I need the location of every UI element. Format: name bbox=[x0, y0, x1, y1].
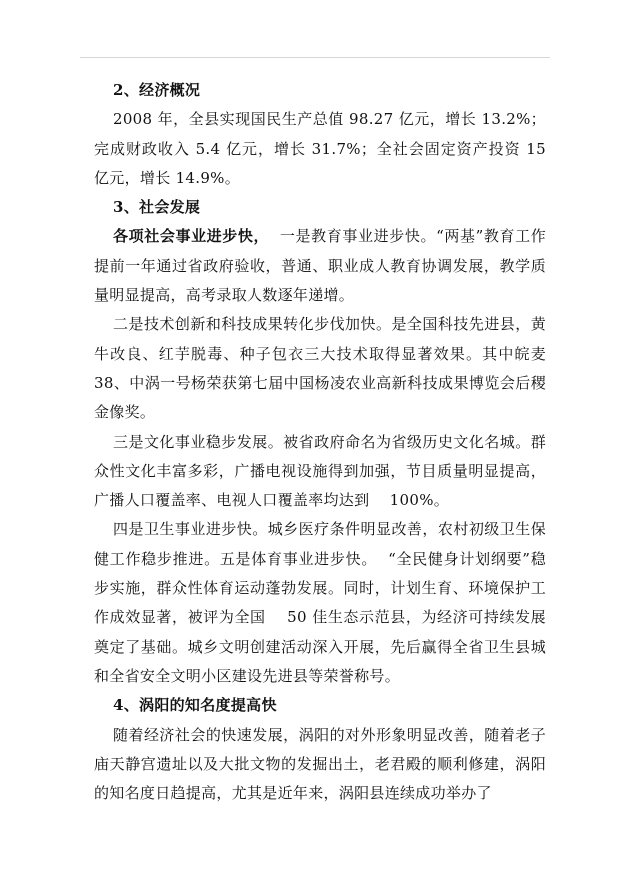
section-heading-economy: 2、经济概况 bbox=[113, 81, 201, 99]
paragraph-reputation bbox=[94, 721, 546, 809]
paragraph-text: 随着经济社会的快速发展，涡阳的对外形象明显改善，随着老子庙天静宫遗址以及大批文物的发掘出土，老君殿的顺利修建，涡阳的知名度日趋提高，尤其是近年来，涡阳县连续成功举办了 bbox=[94, 725, 546, 803]
paragraph-culture bbox=[94, 428, 546, 516]
paragraph-lead: 各项社会事业进步快， bbox=[113, 227, 270, 246]
header-rule bbox=[80, 57, 550, 58]
paragraph-text: 四是卫生事业进步快。城乡医疗条件明显改善，农村初级卫生保健工作稳步推进。五是体育事业进步快。 “全民健身计划纲要”稳步实施，群众性体育运动蓬勃发展。同时，计划生育、环境保护工作成效显著，被评为全国 50 佳生态示范县，为经济可持续发展奠定了基础。城乡文明创建活动深入开展，先后赢得全省卫生县城和全省安全文明小区建设先进县等荣誉称号。 bbox=[94, 520, 546, 685]
paragraph-text: 2008 年，全县实现国民生产总值 98.27 亿元，增长 13.2%；完成财政收入 5.4 亿元，增长 31.7%；全社会固定资产投资 15 亿元，增长 14.9%。 bbox=[94, 110, 546, 187]
paragraph-economy-stats bbox=[94, 105, 546, 193]
paragraph-text: 二是技术创新和科技成果转化步伐加快。是全国科技先进县，黄牛改良、红芋脱毒、种子包衣三大技术取得显著效果。其中皖麦 38、中涡一号杨荣获第七届中国杨凌农业高新科技成果博览会后稷金像奖。 bbox=[94, 315, 546, 422]
paragraph-health bbox=[94, 515, 546, 691]
document-body bbox=[94, 76, 546, 808]
paragraph-technology bbox=[94, 310, 546, 427]
section-heading-reputation: 4、涡阳的知名度提高快 bbox=[113, 696, 277, 715]
paragraph-text: 三是文化事业稳步发展。被省政府命名为省级历史文化名城。群众性文化丰富多彩，广播电视设施得到加强，节目质量明显提高，广播人口覆盖率、电视人口覆盖率均达到 100%。 bbox=[94, 432, 546, 510]
paragraph-text: 一是教育事业进步快。“两基”教育工作提前一年通过省政府验收，普通、职业成人教育协调发展，教学质量明显提高，高考录取人数逐年递增。 bbox=[94, 227, 546, 305]
paragraph-education bbox=[94, 222, 546, 310]
section-heading-social: 3、社会发展 bbox=[113, 198, 201, 217]
